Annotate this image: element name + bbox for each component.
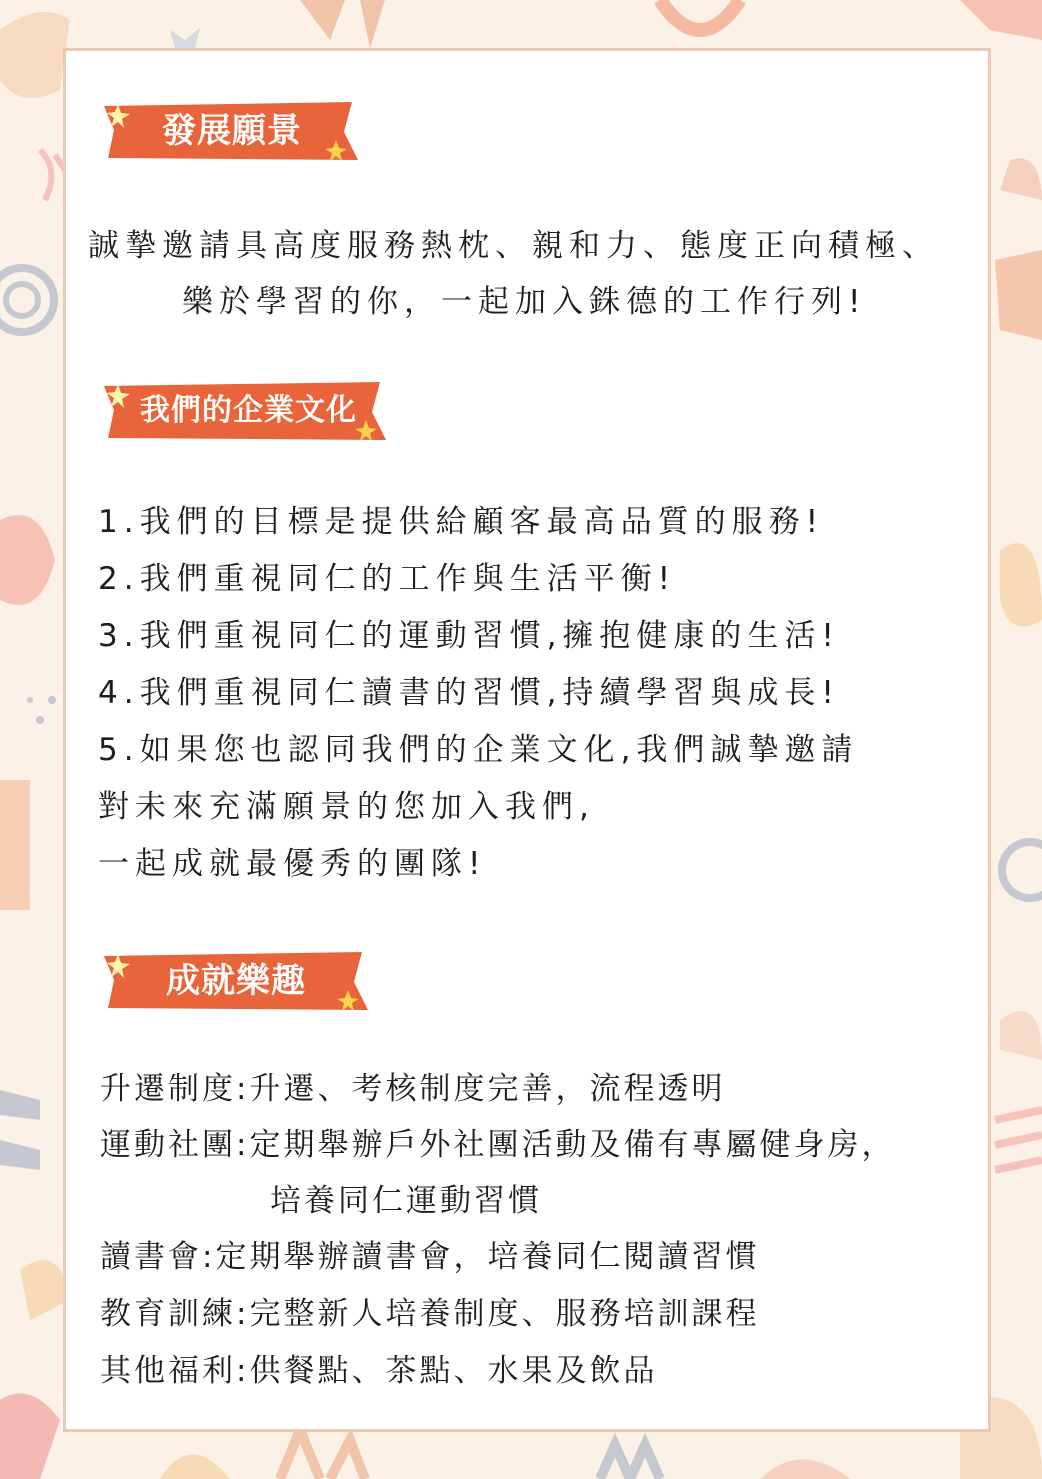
culture-title: 我們的企業文化 <box>140 393 357 428</box>
culture-banner <box>100 380 390 444</box>
culture-line-4: 4.我們重視同仁讀書的習慣,持續學習與成長! <box>98 675 840 711</box>
vision-title: 發展願景 <box>162 111 302 151</box>
benefits-title: 成就樂趣 <box>166 961 306 1001</box>
culture-line-6: 對未來充滿願景的您加入我們, <box>98 789 595 825</box>
culture-line-5: 5.如果您也認同我們的企業文化,我們誠摯邀請 <box>98 732 859 768</box>
benefit-line-1: 升遷制度:升遷、考核制度完善，流程透明 <box>100 1071 726 1107</box>
benefit-line-3: 培養同仁運動習慣 <box>270 1183 542 1219</box>
benefit-line-2: 運動社團:定期舉辦戶外社團活動及備有專屬健身房， <box>100 1127 896 1163</box>
benefit-line-6: 其他福利:供餐點、茶點、水果及飲品 <box>100 1353 658 1389</box>
benefits-banner <box>100 950 372 1014</box>
benefit-line-5: 教育訓練:完整新人培養制度、服務培訓課程 <box>100 1296 760 1332</box>
culture-line-7: 一起成就最優秀的團隊! <box>98 846 487 882</box>
vision-line-2: 樂於學習的你，一起加入銖德的工作行列! <box>182 284 867 320</box>
culture-line-2: 2.我們重視同仁的工作與生活平衡! <box>98 561 677 597</box>
culture-line-3: 3.我們重視同仁的運動習慣,擁抱健康的生活! <box>98 618 840 654</box>
culture-line-1: 1.我們的目標是提供給顧客最高品質的服務! <box>98 504 825 540</box>
vision-line-1: 誠摯邀請具高度服務熱枕、親和力、態度正向積極、 <box>88 228 939 264</box>
benefit-line-4: 讀書會:定期舉辦讀書會，培養同仁閱讀習慣 <box>100 1239 760 1275</box>
vision-banner <box>100 100 362 164</box>
